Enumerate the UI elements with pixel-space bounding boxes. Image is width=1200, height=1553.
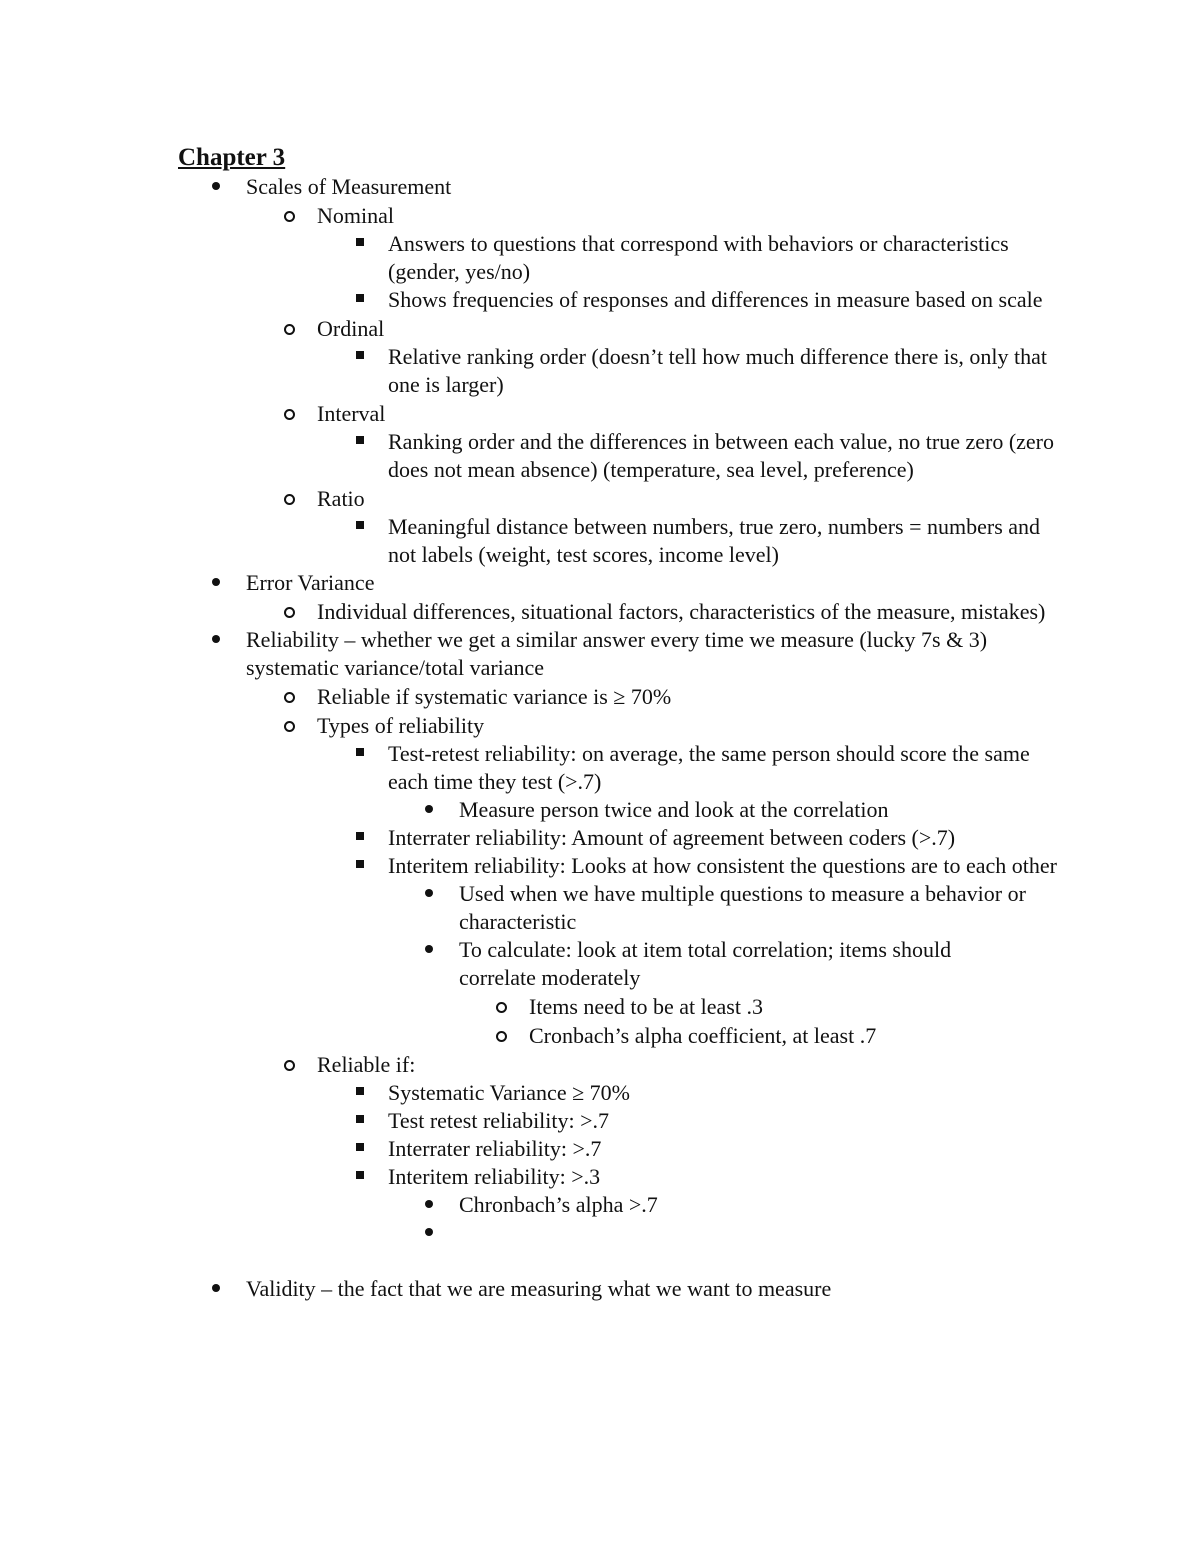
outline-item-level-1	[0, 173, 1200, 201]
filled-circle-bullet-icon	[212, 1284, 220, 1292]
outline-item-text: To calculate: look at item total correlation; items should correlate moderately	[459, 937, 952, 990]
outline-item-text: Ratio	[317, 486, 365, 511]
outline-item-level-3	[0, 1079, 1200, 1107]
hollow-circle-bullet-icon	[284, 692, 295, 703]
outline-item-text	[459, 1219, 1029, 1247]
outline-item-text: Interval	[317, 401, 386, 426]
outline-item-text: Answers to questions that correspond with behaviors or characteristics (gender, yes/no)	[388, 231, 1009, 284]
hollow-circle-bullet-icon	[496, 1002, 507, 1013]
hollow-circle-bullet-icon	[284, 494, 295, 505]
filled-circle-bullet-icon	[212, 635, 220, 643]
filled-square-bullet-icon	[356, 1171, 364, 1179]
outline-item-level-3	[0, 428, 1200, 484]
outline-item-text: Interitem reliability: Looks at how consistent the questions are to each other	[388, 853, 1057, 878]
outline-item-level-3	[0, 824, 1200, 852]
filled-square-bullet-icon	[356, 294, 364, 302]
outline-item-level-4	[0, 936, 1200, 992]
filled-square-bullet-icon	[356, 436, 364, 444]
outline-item-level-3	[0, 286, 1200, 314]
hollow-circle-bullet-icon	[284, 1060, 295, 1071]
filled-circle-bullet-icon	[425, 805, 433, 813]
outline-item-text: Reliability – whether we get a similar answer every time we measure (lucky 7s & 3) systematic variance/total variance	[246, 627, 988, 680]
filled-square-bullet-icon	[356, 238, 364, 246]
outline-item-level-1	[0, 626, 1200, 682]
filled-square-bullet-icon	[356, 1115, 364, 1123]
outline-item-level-4	[0, 880, 1200, 936]
outline-item-text: Items need to be at least .3	[529, 994, 763, 1019]
outline-item-text: Interrater reliability: Amount of agreement between coders (>.7)	[388, 825, 956, 850]
hollow-circle-bullet-icon	[284, 721, 295, 732]
hollow-circle-bullet-icon	[284, 211, 295, 222]
filled-square-bullet-icon	[356, 748, 364, 756]
outline-item-text: Interitem reliability: >.3	[388, 1164, 601, 1189]
outline-item-text: Reliable if systematic variance is ≥ 70%	[317, 684, 672, 709]
filled-circle-bullet-icon	[212, 578, 220, 586]
hollow-circle-bullet-icon	[284, 409, 295, 420]
outline-item-text: Individual differences, situational factors, characteristics of the measure, mistakes)	[317, 599, 1046, 624]
hollow-circle-bullet-icon	[496, 1031, 507, 1042]
outline-item-text: Used when we have multiple questions to measure a behavior or characteristic	[459, 881, 1026, 934]
outline-item-text: Ordinal	[317, 316, 385, 341]
outline-item-level-1	[0, 569, 1200, 597]
outline-item-text: Shows frequencies of responses and differences in measure based on scale	[388, 287, 1043, 312]
hollow-circle-bullet-icon	[284, 324, 295, 335]
outline-item-text: Validity – the fact that we are measuring what we want to measure	[246, 1276, 832, 1301]
outline-item-level-3	[0, 343, 1200, 399]
outline-item-level-2	[0, 1050, 1200, 1079]
filled-circle-bullet-icon	[425, 1200, 433, 1208]
outline-item-level-3	[0, 513, 1200, 569]
outline-item-text: Scales of Measurement	[246, 174, 452, 199]
outline-item-level-3	[0, 1163, 1200, 1191]
filled-square-bullet-icon	[356, 521, 364, 529]
outline-item-text: Nominal	[317, 203, 394, 228]
outline-item-text: Cronbach’s alpha coefficient, at least .7	[529, 1023, 877, 1048]
outline-item-level-4	[0, 1219, 1200, 1247]
outline-item-level-3	[0, 230, 1200, 286]
outline-item-text: Test-retest reliability: on average, the same person should score the same each time they test (>.7)	[388, 741, 1030, 794]
filled-circle-bullet-icon	[425, 1228, 433, 1236]
outline-item-level-2	[0, 711, 1200, 740]
outline-item-text: Error Variance	[246, 570, 375, 595]
outline-item-level-1	[0, 1275, 1200, 1303]
outline-item-level-4	[0, 1191, 1200, 1219]
outline-item-level-5	[0, 992, 1200, 1021]
outline-item-level-4	[0, 796, 1200, 824]
filled-square-bullet-icon	[356, 1143, 364, 1151]
outline-item-text: Relative ranking order (doesn’t tell how much difference there is, only that one is larger)	[388, 344, 1047, 397]
outline-item-text: Systematic Variance ≥ 70%	[388, 1080, 630, 1105]
outline-item-text: Interrater reliability: >.7	[388, 1136, 602, 1161]
outline-item-level-3	[0, 1107, 1200, 1135]
outline-item-text: Reliable if:	[317, 1052, 416, 1077]
filled-square-bullet-icon	[356, 832, 364, 840]
filled-circle-bullet-icon	[425, 945, 433, 953]
outline-item-level-3	[0, 1135, 1200, 1163]
outline-item-text: Test retest reliability: >.7	[388, 1108, 610, 1133]
document-title: Chapter 3	[178, 144, 286, 171]
outline-item-level-2	[0, 484, 1200, 513]
outline-item-text: Ranking order and the differences in between each value, no true zero (zero does not mean absence) (temperature, sea level, preference)	[388, 429, 1055, 482]
outline-item-text: Measure person twice and look at the correlation	[459, 797, 889, 822]
outline-item-level-2	[0, 201, 1200, 230]
outline-item-level-2	[0, 597, 1200, 626]
filled-square-bullet-icon	[356, 860, 364, 868]
hollow-circle-bullet-icon	[284, 607, 295, 618]
filled-square-bullet-icon	[356, 1087, 364, 1095]
outline-item-level-3	[0, 740, 1200, 796]
outline-item-text: Meaningful distance between numbers, true zero, numbers = numbers and not labels (weight, test scores, income level)	[388, 514, 1041, 567]
outline-item-level-5	[0, 1021, 1200, 1050]
outline-item-text: Types of reliability	[317, 713, 485, 738]
outline-list	[0, 173, 1200, 1303]
outline-item-level-2	[0, 399, 1200, 428]
outline-item-level-2	[0, 314, 1200, 343]
filled-square-bullet-icon	[356, 351, 364, 359]
outline-item-text: Chronbach’s alpha >.7	[459, 1192, 658, 1217]
outline-item-level-3	[0, 852, 1200, 880]
filled-circle-bullet-icon	[212, 182, 220, 190]
outline-item-level-2	[0, 682, 1200, 711]
filled-circle-bullet-icon	[425, 889, 433, 897]
